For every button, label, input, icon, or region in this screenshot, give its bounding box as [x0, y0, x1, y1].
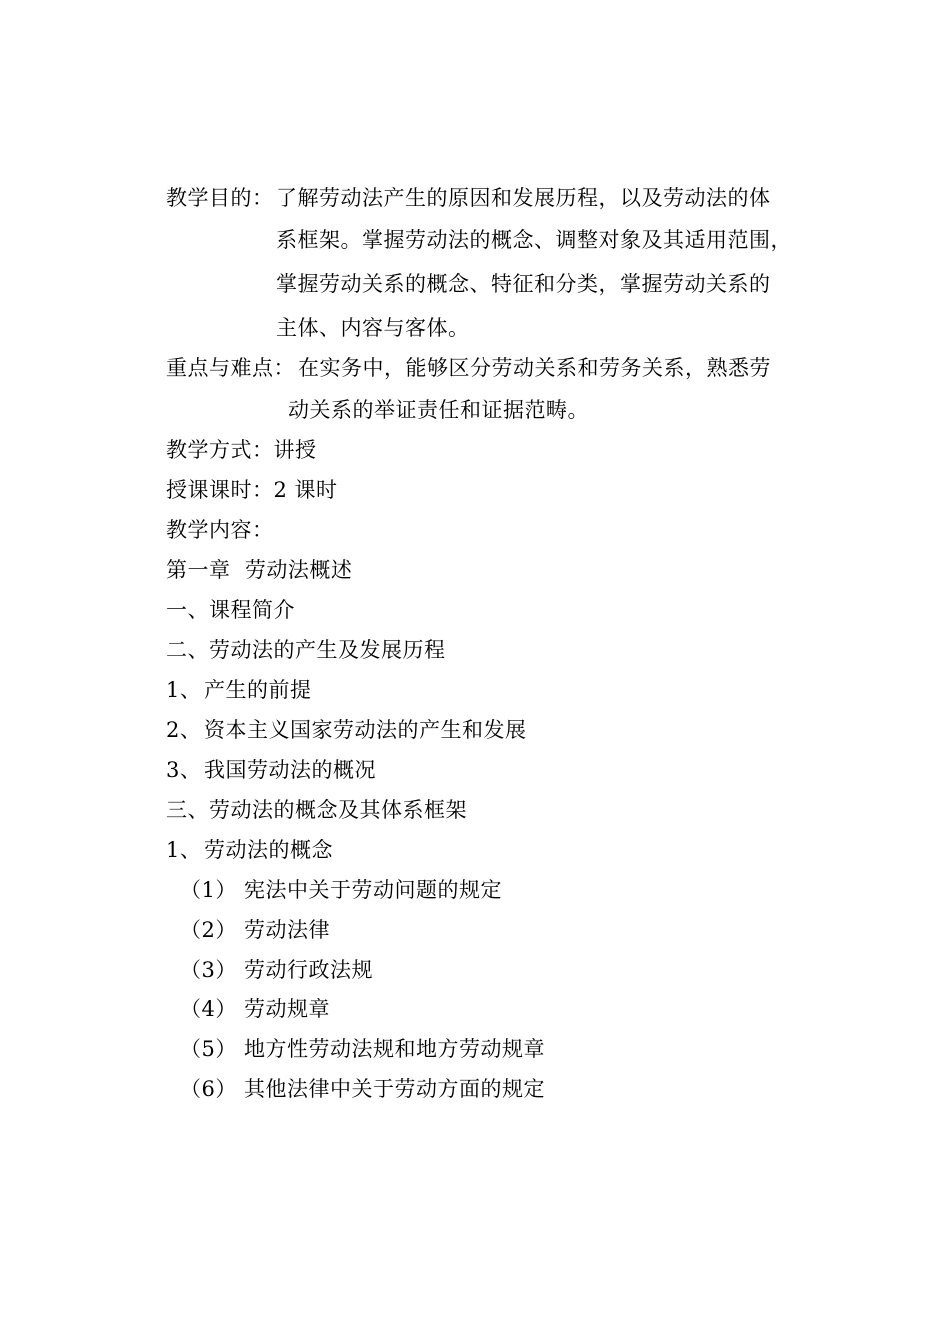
- objectives-line-3: 掌握劳动关系的概念、特征和分类，掌握劳动关系的: [276, 272, 771, 296]
- key-points-line-2: 动关系的举证责任和证据范畴。: [288, 398, 589, 422]
- chapter-title: 第一章 劳动法概述: [166, 558, 353, 582]
- list-item-number: 3、: [166, 758, 202, 782]
- list-item: [166, 757, 376, 783]
- objectives-line-4: 主体、内容与客体。: [276, 316, 470, 340]
- list-item-number: 1、: [166, 678, 202, 702]
- sub-list-item: [180, 996, 330, 1022]
- list-item-text: 产生的前提: [204, 678, 312, 702]
- sub-list-item-text: 地方性劳动法规和地方劳动规章: [244, 1037, 545, 1061]
- list-item-text: 劳动法的概念: [204, 838, 333, 862]
- sub-list-item: [180, 917, 330, 943]
- sub-list-item-number: （3）: [180, 958, 237, 982]
- list-item-text: 资本主义国家劳动法的产生和发展: [204, 718, 527, 742]
- list-item-text: 我国劳动法的概况: [204, 758, 376, 782]
- sub-list-item-text: 劳动规章: [244, 997, 330, 1021]
- sub-list-item-number: （5）: [180, 1037, 237, 1061]
- key-points-label: 重点与难点：: [166, 356, 295, 380]
- list-item: [166, 717, 527, 743]
- list-item: [166, 677, 312, 703]
- list-item-number: 1、: [166, 838, 202, 862]
- sub-list-item: [180, 1036, 545, 1062]
- sub-list-item-number: （6）: [180, 1077, 237, 1101]
- teaching-hours: 授课课时：2 课时: [166, 478, 338, 502]
- key-points-line-1: 在实务中，能够区分劳动关系和劳务关系，熟悉劳: [298, 356, 771, 380]
- sub-list-item-text: 宪法中关于劳动问题的规定: [244, 878, 502, 902]
- section-1-heading: 一、课程简介: [166, 598, 295, 622]
- section-2-heading: 二、劳动法的产生及发展历程: [166, 638, 446, 662]
- objectives-line-2: 系框架。掌握劳动法的概念、调整对象及其适用范围，: [276, 228, 792, 252]
- content-label: 教学内容：: [166, 518, 274, 542]
- list-item: [166, 837, 333, 863]
- objectives-label: 教学目的：: [166, 186, 274, 210]
- sub-list-item-number: （1）: [180, 878, 237, 902]
- sub-list-item: [180, 1076, 545, 1102]
- sub-list-item-text: 其他法律中关于劳动方面的规定: [244, 1077, 545, 1101]
- teaching-method: 教学方式：讲授: [166, 438, 317, 462]
- sub-list-item-text: 劳动行政法规: [244, 958, 373, 982]
- sub-list-item-number: （2）: [180, 918, 237, 942]
- objectives-line-1: 了解劳动法产生的原因和发展历程，以及劳动法的体: [276, 186, 771, 210]
- sub-list-item-number: （4）: [180, 997, 237, 1021]
- list-item-number: 2、: [166, 718, 202, 742]
- sub-list-item-text: 劳动法律: [244, 918, 330, 942]
- sub-list-item: [180, 877, 502, 903]
- section-3-heading: 三、劳动法的概念及其体系框架: [166, 798, 467, 822]
- sub-list-item: [180, 957, 373, 983]
